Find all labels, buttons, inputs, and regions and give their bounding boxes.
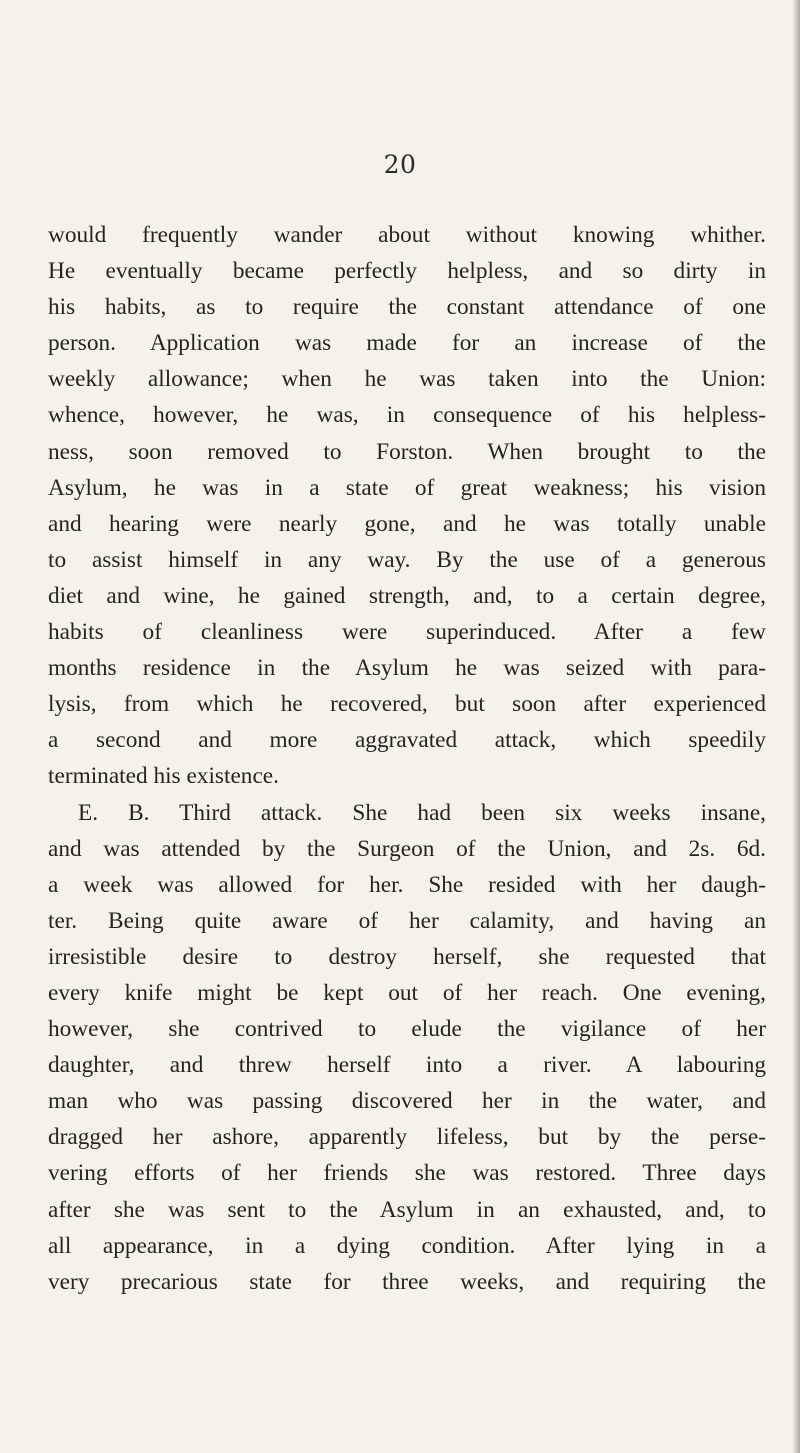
text-line: would frequently wander about without knowing whither.	[48, 222, 766, 248]
text-line: however, she contrived to elude the vigilance of her	[48, 1016, 766, 1043]
text-line: He eventually became perfectly helpless, and so dirty in	[48, 258, 766, 285]
text-line: dragged her ashore, apparently lifeless, but by the perse-	[48, 1124, 766, 1151]
text-line: irresistible desire to destroy herself, she requested that	[48, 943, 766, 970]
text-line: Asylum, he was in a state of great weakness; his vision	[48, 474, 766, 501]
text-line: diet and wine, he gained strength, and, to a certain degree,	[48, 582, 766, 609]
text-line: person. Application was made for an increase of the	[48, 330, 766, 357]
text-line: ter. Being quite aware of her calamity, and having an	[48, 907, 766, 934]
text-line: whence, however, he was, in consequence of his helpless-	[48, 402, 766, 429]
text-line: weekly allowance; when he was taken into the Union:	[48, 366, 766, 393]
body-text	[48, 217, 766, 1300]
text-line: ness, soon removed to Forston. When brought to the	[48, 438, 766, 465]
page-edge-shadow	[792, 0, 800, 1453]
text-line: daughter, and threw herself into a river. A labouring	[48, 1052, 766, 1079]
text-line: after she was sent to the Asylum in an exhausted, and, to	[48, 1196, 766, 1223]
text-line: vering efforts of her friends she was restored. Three days	[48, 1160, 766, 1187]
text-line: E. B. Third attack. She had been six weeks insane,	[78, 799, 766, 826]
text-line: to assist himself in any way. By the use of a generous	[48, 546, 766, 573]
text-line: and was attended by the Surgeon of the Union, and 2s. 6d.	[48, 835, 766, 862]
text-line: and hearing were nearly gone, and he was totally unable	[48, 510, 766, 537]
text-line: all appearance, in a dying condition. After lying in a	[48, 1232, 766, 1259]
text-line: habits of cleanliness were superinduced. After a few	[48, 619, 766, 646]
text-line: terminated his existence.	[48, 763, 279, 790]
text-line: every knife might be kept out of her reach. One evening,	[48, 979, 766, 1006]
page-number: 20	[383, 150, 417, 179]
text-line: lysis, from which he recovered, but soon after experienced	[48, 691, 766, 718]
text-line: a week was allowed for her. She resided with her daugh-	[48, 871, 766, 898]
text-line: man who was passing discovered her in the water, and	[48, 1088, 766, 1115]
text-line: his habits, as to require the constant attendance of one	[48, 294, 766, 321]
text-line: a second and more aggravated attack, which speedily	[48, 727, 766, 754]
text-line: months residence in the Asylum he was seized with para-	[48, 655, 766, 682]
text-line: very precarious state for three weeks, and requiring the	[48, 1268, 766, 1295]
